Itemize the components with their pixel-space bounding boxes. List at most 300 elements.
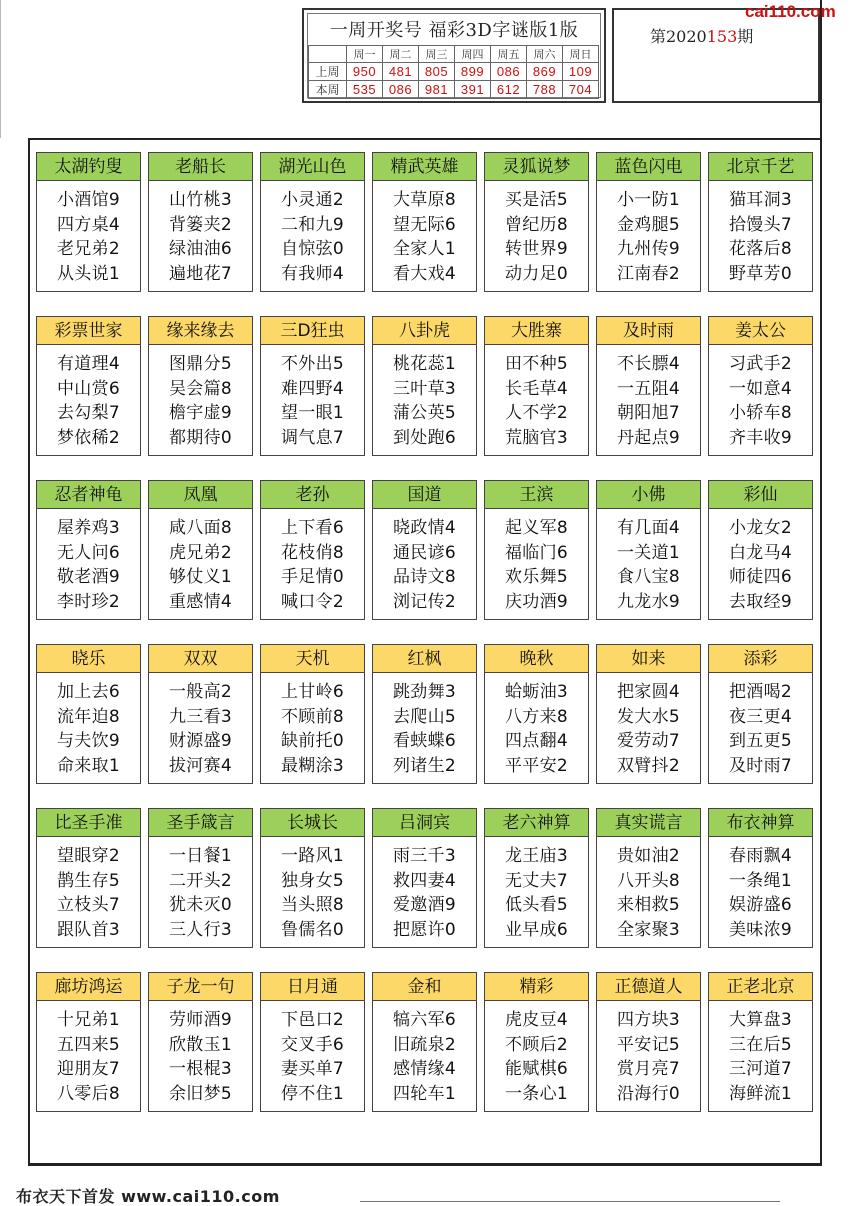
riddle-line: 贵如油2	[616, 846, 681, 866]
draw-number: 086	[383, 81, 419, 99]
riddle-card	[484, 152, 589, 292]
riddle-card	[148, 972, 253, 1112]
riddle-card-title: 如来	[597, 645, 700, 673]
riddle-card	[708, 644, 813, 784]
riddle-card	[708, 152, 813, 292]
riddle-card-body	[149, 188, 252, 286]
riddle-card-body	[37, 188, 140, 286]
site-logo: cai110.com	[745, 2, 836, 21]
riddle-card-title: 及时雨	[597, 317, 700, 345]
riddle-line: 来相救5	[616, 895, 681, 915]
riddle-line: 曾纪历8	[504, 214, 569, 235]
draw-number: 981	[419, 81, 455, 99]
riddle-card-title: 金和	[373, 973, 476, 1001]
riddle-line: 绿油油6	[168, 239, 233, 259]
riddle-card	[36, 808, 141, 948]
riddle-card-title: 长城长	[261, 809, 364, 837]
riddle-card-title: 日月通	[261, 973, 364, 1001]
riddle-card-title: 正老北京	[709, 973, 812, 1001]
riddle-card	[484, 316, 589, 456]
riddle-line: 劳师酒9	[168, 1010, 233, 1030]
riddle-line: 去爬山5	[392, 706, 457, 727]
riddle-line: 庆功酒9	[504, 591, 569, 612]
riddle-card-title: 真实谎言	[597, 809, 700, 837]
riddle-line: 喊口令2	[280, 591, 345, 612]
riddle-card-title: 蓝色闪电	[597, 153, 700, 181]
day-header: 周三	[419, 46, 455, 63]
riddle-line: 跳劲舞3	[392, 682, 457, 702]
riddle-card-title: 吕洞宾	[373, 809, 476, 837]
riddle-line: 金鸡腿5	[616, 214, 681, 235]
riddle-card-body	[261, 680, 364, 778]
riddle-line: 自惊弦0	[280, 239, 345, 259]
riddle-card-body	[485, 1008, 588, 1106]
riddle-card-title: 太湖钓叟	[37, 153, 140, 181]
day-header: 周日	[563, 46, 599, 63]
riddle-line: 都期待0	[168, 427, 233, 448]
riddle-card	[36, 972, 141, 1112]
riddle-card	[260, 152, 365, 292]
riddle-line: 拔河赛4	[168, 755, 233, 776]
riddle-line: 看蛱蝶6	[392, 731, 457, 751]
draw-number: 788	[527, 81, 563, 99]
riddle-line: 老兄弟2	[56, 239, 121, 259]
riddle-line: 虎皮豆4	[504, 1010, 569, 1030]
riddle-line: 背篓夹2	[168, 214, 233, 235]
riddle-card-body	[149, 1008, 252, 1106]
riddle-line: 余旧梦5	[168, 1083, 233, 1104]
riddle-line: 田不种5	[504, 354, 569, 374]
riddle-line: 爱劳动7	[616, 731, 681, 751]
riddle-card-title: 彩票世家	[37, 317, 140, 345]
riddle-card	[36, 480, 141, 620]
riddle-line: 独身女5	[280, 870, 345, 891]
riddle-line: 夜三更4	[728, 706, 793, 727]
riddle-card-body	[709, 1008, 812, 1106]
riddle-line: 望眼穿2	[56, 846, 121, 866]
riddle-line: 从头说1	[56, 263, 121, 284]
riddle-card-title: 缘来缘去	[149, 317, 252, 345]
riddle-line: 望无际6	[392, 214, 457, 235]
riddle-card-body	[597, 1008, 700, 1106]
riddle-line: 把酒喝2	[728, 682, 793, 702]
riddle-line: 业早成6	[504, 919, 569, 940]
riddle-card-title: 正德道人	[597, 973, 700, 1001]
riddle-card	[260, 972, 365, 1112]
riddle-line: 敬老酒9	[56, 567, 121, 587]
riddle-card-body	[597, 352, 700, 450]
riddle-line: 一根棍3	[168, 1059, 233, 1079]
riddle-card-title: 国道	[373, 481, 476, 509]
riddle-card-title: 双双	[149, 645, 252, 673]
draw-number: 481	[383, 63, 419, 81]
this-week-row	[309, 81, 599, 99]
draw-number: 950	[347, 63, 383, 81]
draw-number: 704	[563, 81, 599, 99]
left-edge-line	[0, 0, 1, 138]
riddle-line: 上甘岭6	[280, 682, 345, 702]
riddle-line: 虎兄弟2	[168, 542, 233, 563]
riddle-line: 浏记传2	[392, 591, 457, 612]
riddle-line: 停不住1	[280, 1083, 345, 1104]
riddle-line: 花枝俏8	[280, 542, 345, 563]
riddle-line: 白龙马4	[728, 542, 793, 563]
riddle-card	[36, 152, 141, 292]
weekly-draw-panel	[302, 8, 606, 103]
riddle-card	[372, 972, 477, 1112]
riddle-line: 小灵通2	[280, 190, 345, 210]
riddle-card	[596, 480, 701, 620]
riddle-card-grid	[36, 152, 816, 1148]
riddle-card	[708, 808, 813, 948]
riddle-card	[596, 808, 701, 948]
riddle-line: 小一防1	[616, 190, 681, 210]
riddle-line: 迎朋友7	[56, 1059, 121, 1079]
riddle-card	[484, 972, 589, 1112]
riddle-line: 龙王庙3	[504, 846, 569, 866]
riddle-card-body	[485, 516, 588, 614]
riddle-line: 品诗文8	[392, 567, 457, 587]
riddle-card-body	[149, 352, 252, 450]
riddle-line: 人不学2	[504, 403, 569, 423]
riddle-line: 师徒四6	[728, 567, 793, 587]
riddle-line: 八方来8	[504, 706, 569, 727]
riddle-card	[148, 152, 253, 292]
riddle-card	[708, 316, 813, 456]
riddle-line: 中山赏6	[56, 378, 121, 399]
riddle-line: 不长膘4	[616, 354, 681, 374]
riddle-line: 全家聚3	[616, 919, 681, 940]
draw-number: 899	[455, 63, 491, 81]
riddle-card-body	[373, 844, 476, 942]
riddle-card-body	[37, 680, 140, 778]
riddle-line: 一般高2	[168, 682, 233, 702]
riddle-card-body	[709, 844, 812, 942]
riddle-line: 把愿许0	[392, 919, 457, 940]
riddle-card-body	[37, 516, 140, 614]
riddle-card	[708, 972, 813, 1112]
riddle-line: 最糊涂3	[280, 755, 345, 776]
riddle-card-body	[37, 1008, 140, 1106]
riddle-line: 野草芳0	[728, 263, 793, 284]
riddle-line: 一条心1	[504, 1083, 569, 1104]
riddle-card-title: 姜太公	[709, 317, 812, 345]
riddle-line: 看大戏4	[392, 263, 457, 284]
riddle-card	[596, 152, 701, 292]
riddle-card	[372, 480, 477, 620]
riddle-card-title: 湖光山色	[261, 153, 364, 181]
riddle-line: 小龙女2	[728, 518, 793, 538]
riddle-card	[260, 644, 365, 784]
riddle-card-title: 晚秋	[485, 645, 588, 673]
draw-number: 109	[563, 63, 599, 81]
riddle-line: 美味浓9	[728, 919, 793, 940]
riddle-line: 小轿车8	[728, 403, 793, 423]
riddle-line: 长毛草4	[504, 378, 569, 399]
riddle-line: 蒲公英5	[392, 403, 457, 423]
riddle-line: 有几面4	[616, 518, 681, 538]
riddle-card-body	[597, 516, 700, 614]
riddle-card-title: 彩仙	[709, 481, 812, 509]
riddle-line: 欢乐舞5	[504, 567, 569, 587]
last-week-row	[309, 63, 599, 81]
riddle-line: 发大水5	[616, 706, 681, 727]
row-label: 上周	[309, 63, 347, 81]
riddle-line: 图鼎分5	[168, 354, 233, 374]
day-header: 周一	[347, 46, 383, 63]
riddle-line: 咸八面8	[168, 518, 233, 538]
riddle-card-body	[149, 516, 252, 614]
riddle-line: 把家圆4	[616, 682, 681, 702]
riddle-card-title: 小佛	[597, 481, 700, 509]
riddle-card-title: 子龙一句	[149, 973, 252, 1001]
riddle-line: 犒六军6	[392, 1010, 457, 1030]
riddle-card-body	[485, 844, 588, 942]
riddle-line: 遍地花7	[168, 263, 233, 284]
riddle-line: 加上去6	[56, 682, 121, 702]
riddle-card-title: 添彩	[709, 645, 812, 673]
riddle-card	[372, 808, 477, 948]
riddle-line: 一条绳1	[728, 870, 793, 891]
riddle-line: 三在后5	[728, 1034, 793, 1055]
riddle-line: 起义军8	[504, 518, 569, 538]
riddle-line: 蛤蛎油3	[504, 682, 569, 702]
riddle-line: 檐宇虚9	[168, 403, 233, 423]
riddle-card	[484, 808, 589, 948]
riddle-line: 三河道7	[728, 1059, 793, 1079]
riddle-card-title: 精彩	[485, 973, 588, 1001]
riddle-line: 当头照8	[280, 895, 345, 915]
riddle-card-body	[485, 352, 588, 450]
riddle-line: 赏月亮7	[616, 1059, 681, 1079]
riddle-line: 手足情0	[280, 567, 345, 587]
riddle-card-title: 老船长	[149, 153, 252, 181]
riddle-line: 荒脑官3	[504, 427, 569, 448]
riddle-card-body	[261, 516, 364, 614]
riddle-line: 无丈夫7	[504, 870, 569, 891]
riddle-line: 难四野4	[280, 378, 345, 399]
riddle-line: 买是活5	[504, 190, 569, 210]
riddle-line: 晓政情4	[392, 518, 457, 538]
riddle-card-body	[597, 844, 700, 942]
riddle-line: 感情缘4	[392, 1059, 457, 1079]
draw-number: 805	[419, 63, 455, 81]
day-header: 周六	[527, 46, 563, 63]
riddle-card-body	[597, 188, 700, 286]
riddle-line: 食八宝8	[616, 567, 681, 587]
riddle-card-body	[149, 680, 252, 778]
riddle-card-body	[261, 844, 364, 942]
riddle-line: 八零后8	[56, 1083, 121, 1104]
draw-number: 869	[527, 63, 563, 81]
riddle-card-body	[261, 188, 364, 286]
riddle-line: 四方桌4	[56, 214, 121, 235]
riddle-line: 一如意4	[728, 378, 793, 399]
riddle-line: 动力足0	[504, 263, 569, 284]
riddle-line: 春雨飘4	[728, 846, 793, 866]
riddle-line: 平安记5	[616, 1034, 681, 1055]
riddle-card	[148, 644, 253, 784]
riddle-card-title: 晓乐	[37, 645, 140, 673]
riddle-line: 花落后8	[728, 239, 793, 259]
riddle-line: 一五阻4	[616, 378, 681, 399]
riddle-card-title: 大胜寨	[485, 317, 588, 345]
riddle-card-body	[709, 352, 812, 450]
riddle-card-title: 王滨	[485, 481, 588, 509]
issue-suffix: 期	[737, 27, 754, 46]
riddle-line: 上下看6	[280, 518, 345, 538]
riddle-line: 有我师4	[280, 263, 345, 284]
riddle-line: 及时雨7	[728, 755, 793, 776]
riddle-line: 去取经9	[728, 591, 793, 612]
draw-panel-title: 一周开奖号 福彩3D字谜版1版	[329, 20, 579, 41]
riddle-line: 到处跑6	[392, 427, 457, 448]
riddle-card-title: 灵狐说梦	[485, 153, 588, 181]
riddle-card-body	[373, 516, 476, 614]
riddle-card-title: 红枫	[373, 645, 476, 673]
riddle-card-body	[37, 844, 140, 942]
riddle-line: 犹未灭0	[168, 895, 233, 915]
riddle-card-title: 布衣神算	[709, 809, 812, 837]
footer-rule	[360, 1201, 780, 1202]
riddle-card-title: 八卦虎	[373, 317, 476, 345]
riddle-line: 有道理4	[56, 354, 121, 374]
riddle-line: 不顾前8	[280, 706, 345, 727]
draw-number: 535	[347, 81, 383, 99]
riddle-line: 九州传9	[616, 239, 681, 259]
riddle-line: 一路风1	[280, 846, 345, 866]
riddle-line: 无人问6	[56, 542, 121, 563]
riddle-card-body	[373, 352, 476, 450]
riddle-line: 命来取1	[56, 755, 121, 776]
riddle-line: 调气息7	[280, 427, 345, 448]
riddle-line: 望一眼1	[280, 403, 345, 423]
riddle-line: 丹起点9	[616, 427, 681, 448]
riddle-line: 大草原8	[392, 190, 457, 210]
riddle-line: 通民谚6	[392, 542, 457, 563]
issue-prefix: 第2020	[650, 27, 707, 46]
riddle-card	[260, 316, 365, 456]
riddle-card-title: 精武英雄	[373, 153, 476, 181]
riddle-line: 拾馒头7	[728, 214, 793, 235]
riddle-card-body	[261, 352, 364, 450]
riddle-line: 朝阳旭7	[616, 403, 681, 423]
riddle-line: 一日餐1	[168, 846, 233, 866]
day-header: 周五	[491, 46, 527, 63]
riddle-card-title: 老孙	[261, 481, 364, 509]
riddle-card-title: 比圣手准	[37, 809, 140, 837]
riddle-line: 四轮车1	[392, 1083, 457, 1104]
riddle-line: 四点翻4	[504, 731, 569, 751]
riddle-line: 小酒馆9	[56, 190, 121, 210]
riddle-line: 鲁儒名0	[280, 919, 345, 940]
riddle-card-title: 廊坊鸿运	[37, 973, 140, 1001]
riddle-line: 救四妻4	[392, 870, 457, 891]
riddle-line: 交叉手6	[280, 1034, 345, 1055]
riddle-line: 梦依稀2	[56, 427, 121, 448]
riddle-line: 娱游盛6	[728, 895, 793, 915]
riddle-line: 五四来5	[56, 1034, 121, 1055]
riddle-card-body	[597, 680, 700, 778]
riddle-card-title: 老六神算	[485, 809, 588, 837]
riddle-line: 屋养鸡3	[56, 518, 121, 538]
riddle-card-body	[485, 680, 588, 778]
riddle-card-body	[373, 680, 476, 778]
riddle-card	[148, 316, 253, 456]
riddle-line: 够仗义1	[168, 567, 233, 587]
riddle-card-body	[709, 516, 812, 614]
riddle-card	[260, 808, 365, 948]
draw-number: 086	[491, 63, 527, 81]
riddle-line: 三叶草3	[392, 378, 457, 399]
riddle-line: 八开头8	[616, 870, 681, 891]
riddle-card	[372, 316, 477, 456]
riddle-line: 李时珍2	[56, 591, 121, 612]
riddle-card-body	[709, 188, 812, 286]
riddle-line: 猫耳洞3	[728, 190, 793, 210]
issue-label	[650, 24, 753, 47]
riddle-card	[148, 480, 253, 620]
issue-number: 153	[706, 27, 738, 46]
riddle-line: 十兄弟1	[56, 1010, 121, 1030]
riddle-line: 四方块3	[616, 1010, 681, 1030]
riddle-card	[148, 808, 253, 948]
riddle-line: 二和九9	[280, 214, 345, 235]
riddle-line: 全家人1	[392, 239, 457, 259]
riddle-card	[484, 644, 589, 784]
riddle-card	[708, 480, 813, 620]
riddle-card	[36, 316, 141, 456]
riddle-line: 大算盘3	[728, 1010, 793, 1030]
riddle-card-title: 三D狂虫	[261, 317, 364, 345]
draw-results-table	[308, 45, 599, 99]
riddle-card-title: 凤凰	[149, 481, 252, 509]
riddle-line: 列诸生2	[392, 755, 457, 776]
riddle-line: 跟队首3	[56, 919, 121, 940]
riddle-line: 二开头2	[168, 870, 233, 891]
riddle-card-body	[709, 680, 812, 778]
riddle-line: 不外出5	[280, 354, 345, 374]
footer-credit: 布衣天下首发 www.cai110.com	[16, 1187, 280, 1206]
riddle-line: 江南春2	[616, 263, 681, 284]
riddle-card-body	[149, 844, 252, 942]
riddle-card	[484, 480, 589, 620]
riddle-card-title: 北京千艺	[709, 153, 812, 181]
riddle-card	[372, 644, 477, 784]
riddle-line: 缺前托0	[280, 731, 345, 751]
riddle-card	[36, 644, 141, 784]
riddle-line: 立枝头7	[56, 895, 121, 915]
riddle-card	[596, 316, 701, 456]
riddle-card-body	[485, 188, 588, 286]
draw-number: 612	[491, 81, 527, 99]
riddle-card-body	[373, 188, 476, 286]
riddle-line: 九三看3	[168, 706, 233, 727]
day-header: 周二	[383, 46, 419, 63]
issue-panel	[612, 8, 820, 103]
riddle-card	[372, 152, 477, 292]
riddle-line: 海鲜流1	[728, 1083, 793, 1104]
riddle-line: 去勾梨7	[56, 403, 121, 423]
riddle-card	[596, 972, 701, 1112]
riddle-line: 不顾后2	[504, 1034, 569, 1055]
riddle-line: 低头看5	[504, 895, 569, 915]
riddle-card	[596, 644, 701, 784]
riddle-line: 流年迫8	[56, 706, 121, 727]
riddle-line: 习武手2	[728, 354, 793, 374]
riddle-line: 吴会篇8	[168, 378, 233, 399]
riddle-card-body	[37, 352, 140, 450]
